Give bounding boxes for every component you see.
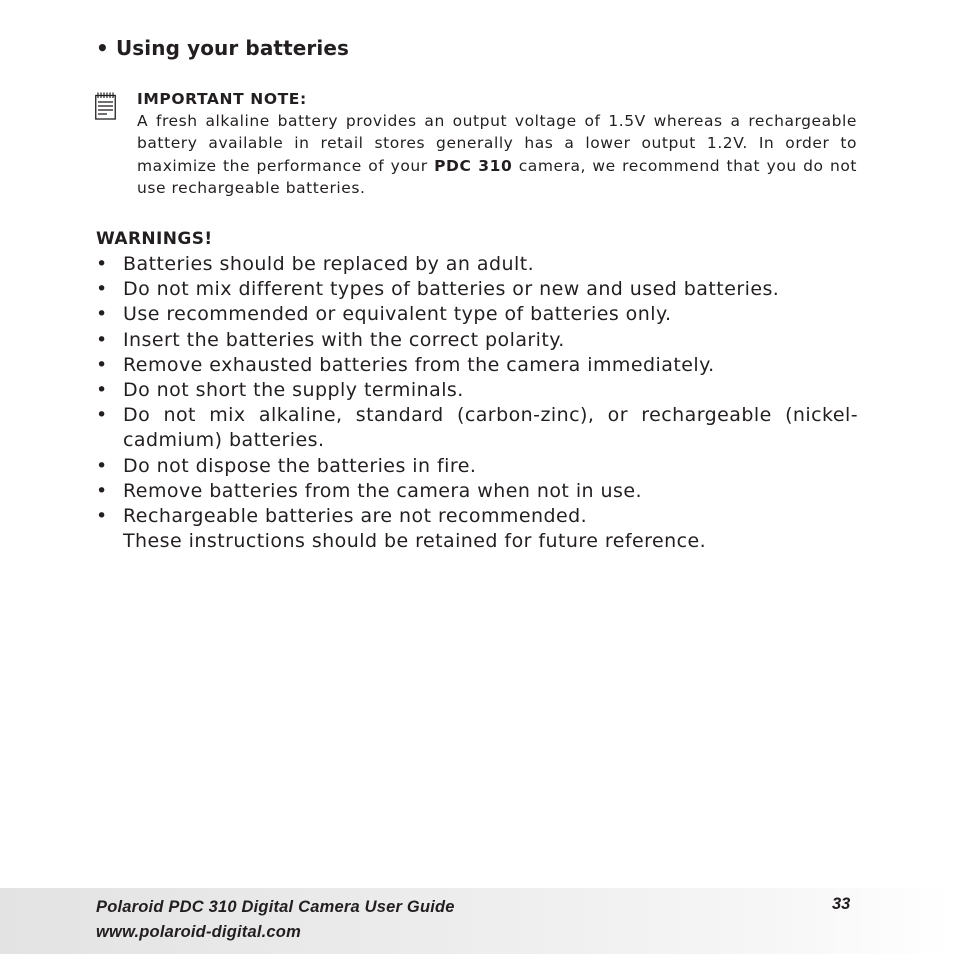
list-item — [96, 302, 858, 327]
bullet: • — [96, 479, 108, 502]
list-item-text: Do not dispose the batteries in fire. — [123, 454, 477, 477]
page-footer — [0, 888, 954, 954]
retain-instructions-note: These instructions should be retained for future reference. — [123, 530, 707, 553]
list-item-text: Insert the batteries with the correct polarity. — [123, 328, 565, 351]
bullet: • — [96, 328, 108, 351]
list-item — [96, 378, 858, 403]
list-item — [96, 454, 858, 479]
warnings-heading: WARNINGS! — [96, 229, 213, 249]
note-body — [137, 110, 857, 199]
list-item — [96, 277, 858, 302]
warnings-section — [96, 226, 858, 554]
footer-url: www.polaroid-digital.com — [96, 923, 301, 941]
footer-title: Polaroid PDC 310 Digital Camera User Guide — [96, 898, 455, 916]
list-item — [96, 353, 858, 378]
note-model-name: PDC 310 — [434, 156, 513, 175]
list-item — [96, 328, 858, 353]
list-item-text: Do not short the supply terminals. — [123, 379, 464, 402]
section-title: • Using your batteries — [96, 36, 349, 60]
note-body-text-end: camera, we recommend that you do not use rechargeable batteries. — [137, 156, 858, 197]
bullet: • — [96, 454, 108, 477]
list-item — [96, 479, 858, 504]
important-note — [137, 88, 857, 199]
list-item-text: Remove exhausted batteries from the camera immediately. — [123, 353, 715, 376]
warnings-list — [96, 252, 858, 529]
note-body-text: A fresh alkaline battery provides an output voltage of 1.5V whereas a rechargeable battery available in retail stores generally has a lower output 1.2V. In order to maximize the performance of your — [137, 112, 857, 175]
bullet: • — [96, 253, 108, 275]
list-item-text: Use recommended or equivalent type of batteries only. — [123, 303, 672, 326]
bullet: • — [96, 404, 108, 427]
bullet: • — [96, 353, 108, 376]
notepad-icon — [95, 92, 116, 120]
list-item — [96, 403, 858, 453]
page-number: 33 — [832, 895, 851, 913]
list-item-text: Do not mix alkaline, standard (carbon-zinc), or rechargeable (nickel-cadmium) batteries. — [123, 404, 858, 452]
bullet: • — [96, 505, 108, 528]
list-item-text: Batteries should be replaced by an adult. — [123, 253, 535, 275]
bullet: • — [96, 379, 108, 402]
bullet: • — [96, 303, 108, 326]
list-item-text: Rechargeable batteries are not recommended. — [123, 505, 588, 528]
bullet: • — [96, 278, 108, 301]
note-heading: IMPORTANT NOTE: — [137, 90, 307, 108]
list-item — [96, 504, 858, 529]
list-item — [96, 252, 858, 277]
list-item-text: Do not mix different types of batteries or new and used batteries. — [123, 278, 780, 301]
list-item-text: Remove batteries from the camera when not in use. — [123, 479, 643, 502]
